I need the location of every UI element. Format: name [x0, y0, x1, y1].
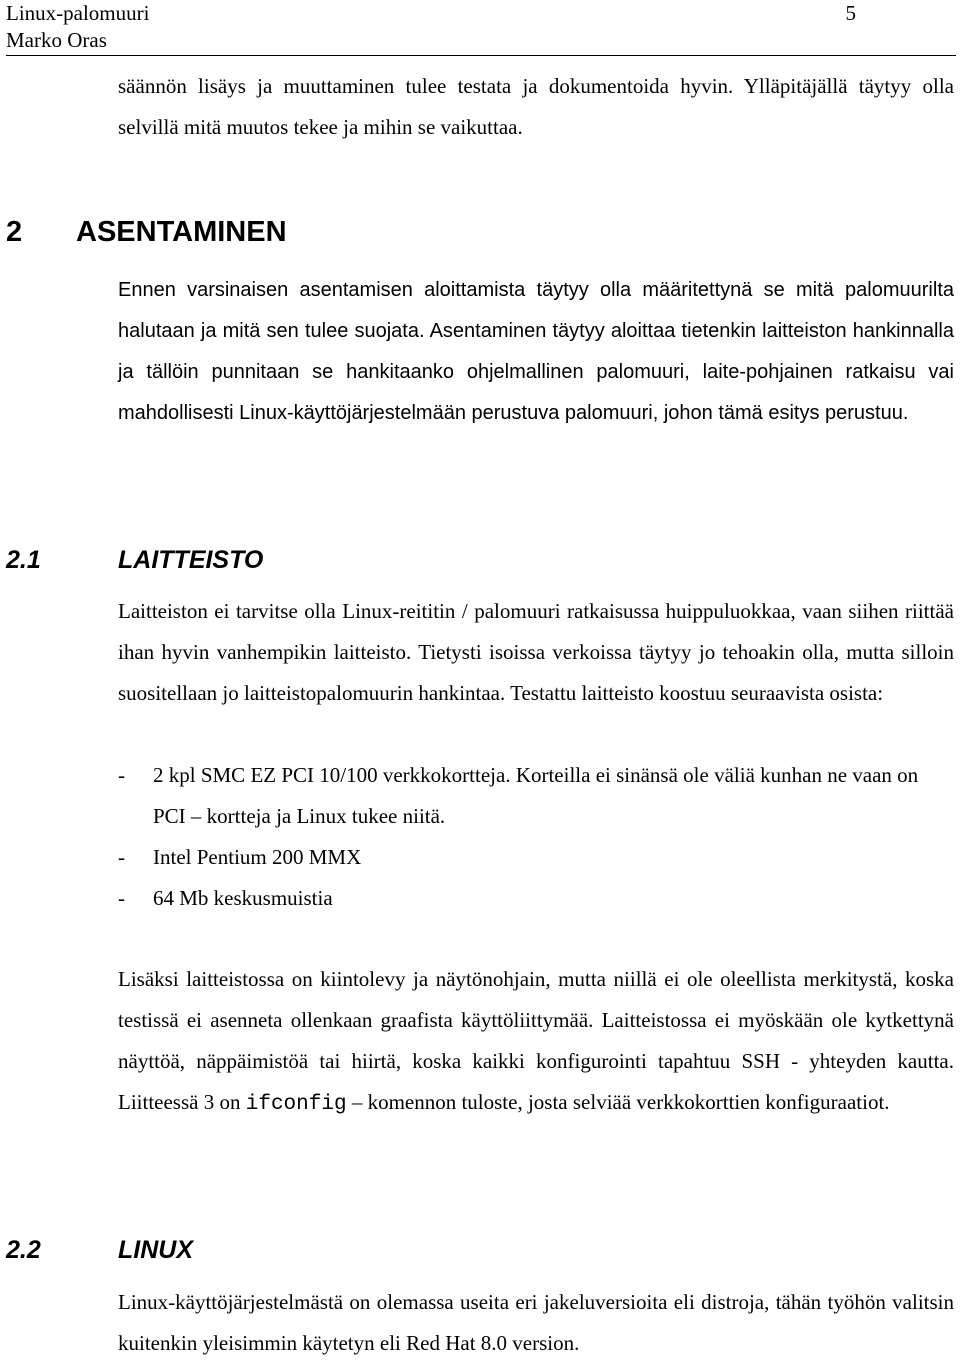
section-heading-2 [6, 215, 287, 249]
page-number: 5 [845, 1, 856, 25]
section-2-1-paragraph-2 [118, 959, 954, 1125]
list-item-text: 2 kpl SMC EZ PCI 10/100 verkkokortteja. Korteilla ei sinänsä ole väliä kunhan ne vaan on PCI – kortteja ja Linux tukee niitä. [153, 763, 919, 828]
list-marker: - [118, 886, 125, 910]
page-header [6, 0, 956, 56]
hardware-list [118, 755, 954, 919]
section-number: 2.2 [6, 1236, 41, 1264]
section-title: ASENTAMINEN [76, 216, 287, 248]
paragraph-text: – komennon tuloste, josta selviää verkkokorttien konfiguraatiot. [351, 1090, 890, 1114]
list-item [118, 878, 954, 919]
paragraph-text: Lisäksi laitteistossa on kiintolevy ja näytönohjain, mutta niillä ei ole oleellista merkitystä, koska testissä ei asenneta ollenkaan graafista käyttöliittymää. Laitteistossa ei myöskään ole kytkettynä näyttöä, näppäimistöä tai hiirtä, koska kaikki konfigurointi tapahtuu SSH - yhteyden kautta. Liitteessä 3 on [118, 967, 954, 1114]
section-2-2-paragraph: Linux-käyttöjärjestelmästä on olemassa useita eri jakeluversioita eli distroja, tähän työhön valitsin kuitenkin yleisimmin käytetyn eli Red Hat 8.0 version. [118, 1290, 954, 1355]
list-marker: - [118, 763, 125, 787]
list-item [118, 837, 954, 878]
inline-code: ifconfig [245, 1093, 347, 1116]
section-title: LAITTEISTO [118, 546, 264, 574]
intro-paragraph: säännön lisäys ja muuttaminen tulee testata ja dokumentoida hyvin. Ylläpitäjällä täytyy olla selvillä mitä muutos tekee ja mihin se vaikuttaa. [118, 74, 954, 139]
document-author: Marko Oras [6, 28, 107, 52]
list-item [118, 755, 954, 837]
list-item-text: 64 Mb keskusmuistia [153, 886, 333, 910]
section-heading-2-1 [6, 545, 263, 575]
list-marker: - [118, 845, 125, 869]
section-2-1-paragraph: Laitteiston ei tarvitse olla Linux-reititin / palomuuri ratkaisussa huippuluokkaa, vaan siihen riittää ihan hyvin vanhempikin laitteisto. Tietysti isoissa verkoissa täytyy jo tehoakin olla, mutta silloin suositellaan jo laitteistopalomuurin hankintaa. Testattu laitteisto koostuu seuraavista osista: [118, 599, 954, 705]
list-item-text: Intel Pentium 200 MMX [153, 845, 362, 869]
section-2-paragraph: Ennen varsinaisen asentamisen aloittamista täytyy olla määritettynä se mitä palomuurilta halutaan ja mitä sen tulee suojata. Asentaminen täytyy aloittaa tietenkin laitteiston hankinnalla ja tällöin punnitaan se hankitaanko ohjelmallinen palomuuri, laite-pohjainen ratkaisu vai mahdollisesti Linux-käyttöjärjestelmään perustuva palomuuri, johon tämä esitys perustuu. [118, 279, 954, 424]
document-title: Linux-palomuuri [6, 1, 150, 25]
section-number: 2 [6, 216, 23, 248]
section-number: 2.1 [6, 546, 41, 574]
section-heading-2-2 [6, 1235, 193, 1265]
section-title: LINUX [118, 1236, 193, 1264]
